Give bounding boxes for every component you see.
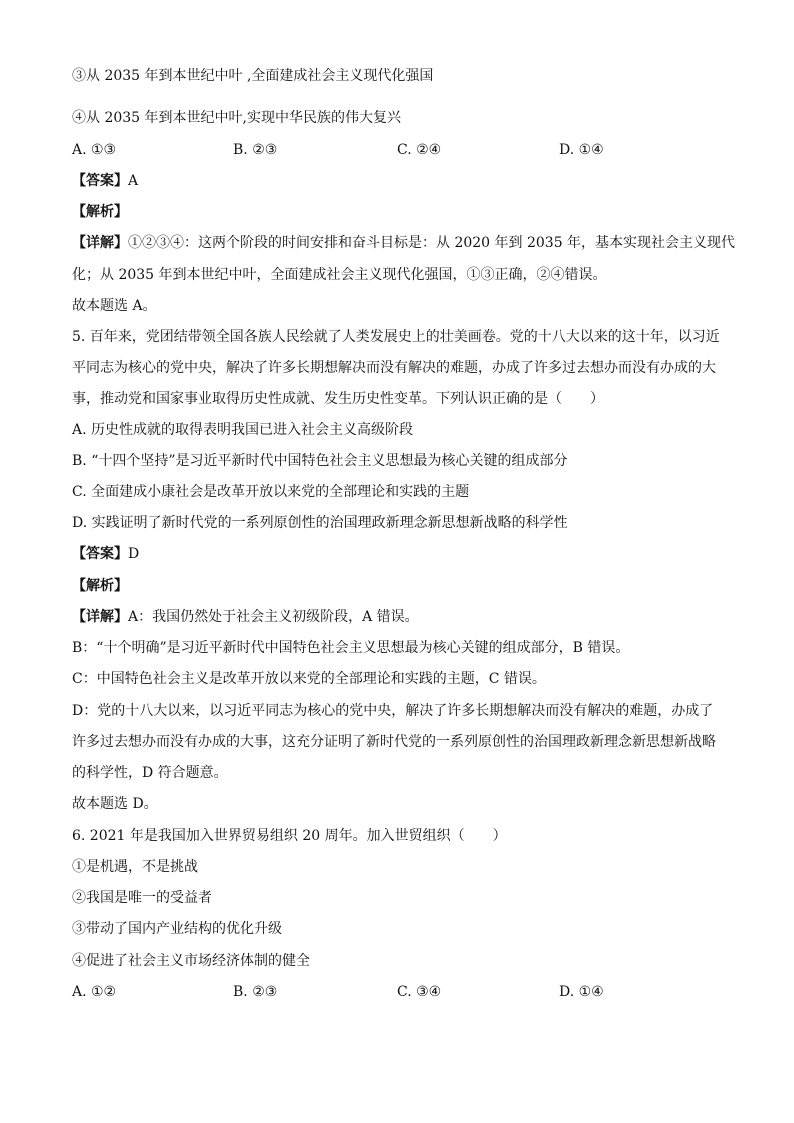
- q5-analysis-heading: [72, 576, 128, 596]
- analysis-tag: 【解析】: [72, 204, 128, 220]
- q5-conclusion: 故本题选 D。: [72, 796, 158, 812]
- detail-tag: 【详解】: [72, 609, 128, 625]
- q5-option-a: A. 历史性成就的取得表明我国已进入社会主义高级阶段: [72, 422, 414, 438]
- q6-item-3: ③带动了国内产业结构的优化升级: [72, 921, 282, 937]
- q6-item-2: ②我国是唯一的受益者: [72, 890, 212, 906]
- q4-option-d: D. ①④: [559, 142, 604, 158]
- q6-option-a: A. ①②: [72, 984, 117, 1000]
- q6-item-4: ④促进了社会主义市场经济体制的健全: [72, 953, 310, 969]
- answer-value: D: [128, 546, 140, 562]
- detail-tag: 【详解】: [72, 235, 128, 251]
- q5-detail-line-1: [72, 607, 419, 627]
- answer-tag: 【答案】: [72, 173, 128, 189]
- q4-conclusion: 故本题选 A。: [72, 298, 157, 314]
- answer-value: A: [128, 173, 139, 189]
- q4-item-3: ③从 2035 年到本世纪中叶 ,全面建成社会主义现代化强国: [72, 68, 434, 84]
- q5-detail-line-6: 的科学性，D 符合题意。: [72, 765, 228, 781]
- q5-detail-line-2: B：“十个明确”是习近平新时代中国特色社会主义思想最为核心关键的组成部分，B 错误。: [72, 640, 630, 656]
- q4-answer: [72, 171, 138, 191]
- analysis-tag: 【解析】: [72, 578, 128, 594]
- q4-item-4: ④从 2035 年到本世纪中叶,实现中华民族的伟大复兴: [72, 110, 401, 126]
- q4-option-b: B. ②③: [233, 142, 278, 158]
- q6-option-d: D. ①④: [559, 984, 604, 1000]
- q5-detail-line-4: D：党的十八大以来，以习近平同志为核心的党中央，解决了许多长期想解决而没有解决的难题，办成了: [72, 703, 714, 719]
- q4-option-c: C. ②④: [397, 142, 442, 158]
- q5-stem-line-1: 5. 百年来，党团结带领全国各族人民绘就了人类发展史上的壮美画卷。党的十八大以来的这十年，以习近: [72, 329, 720, 345]
- q5-stem-line-2: 平同志为核心的党中央，解决了许多长期想解决而没有解决的难题，办成了许多过去想办而没有办成的大: [72, 360, 716, 376]
- q6-option-c: C. ③④: [397, 984, 442, 1000]
- q5-answer: [72, 544, 139, 564]
- detail-text: ①②③④：这两个阶段的时间安排和奋斗目标是：从 2020 年到 2035 年，基本实现社会主义现代: [128, 235, 736, 251]
- q5-option-c: C. 全面建成小康社会是改革开放以来党的全部理论和实践的主题: [72, 484, 470, 500]
- detail-text: A：我国仍然处于社会主义初级阶段，A 错误。: [128, 609, 419, 625]
- q5-detail-line-3: C：中国特色社会主义是改革开放以来党的全部理论和实践的主题，C 错误。: [72, 671, 546, 687]
- q5-stem-line-3: 事，推动党和国家事业取得历史性成就、发生历史性变革。下列认识正确的是（ ）: [72, 391, 604, 407]
- q4-analysis-heading: [72, 202, 128, 222]
- q5-option-b: B. “十四个坚持”是习近平新时代中国特色社会主义思想最为核心关键的组成部分: [72, 453, 568, 469]
- q6-option-b: B. ②③: [233, 984, 278, 1000]
- q5-detail-line-5: 许多过去想办而没有办成的大事，这充分证明了新时代党的一系列原创性的治国理政新理念新思想新战略: [72, 734, 716, 750]
- q4-detail-line-1: [72, 233, 735, 253]
- q6-stem: 6. 2021 年是我国加入世界贸易组织 20 周年。加入世贸组织（ ）: [72, 828, 507, 844]
- q4-options: [72, 140, 732, 160]
- q4-detail-line-2: 化；从 2035 年到本世纪中叶，全面建成社会主义现代化强国，①③正确，②④错误。: [72, 267, 607, 283]
- answer-tag: 【答案】: [72, 546, 128, 562]
- q4-option-a: A. ①③: [72, 142, 117, 158]
- q6-options: [72, 982, 732, 1002]
- q5-option-d: D. 实践证明了新时代党的一系列原创性的治国理政新理念新思想新战略的科学性: [72, 515, 568, 531]
- q6-item-1: ①是机遇，不是挑战: [72, 859, 198, 875]
